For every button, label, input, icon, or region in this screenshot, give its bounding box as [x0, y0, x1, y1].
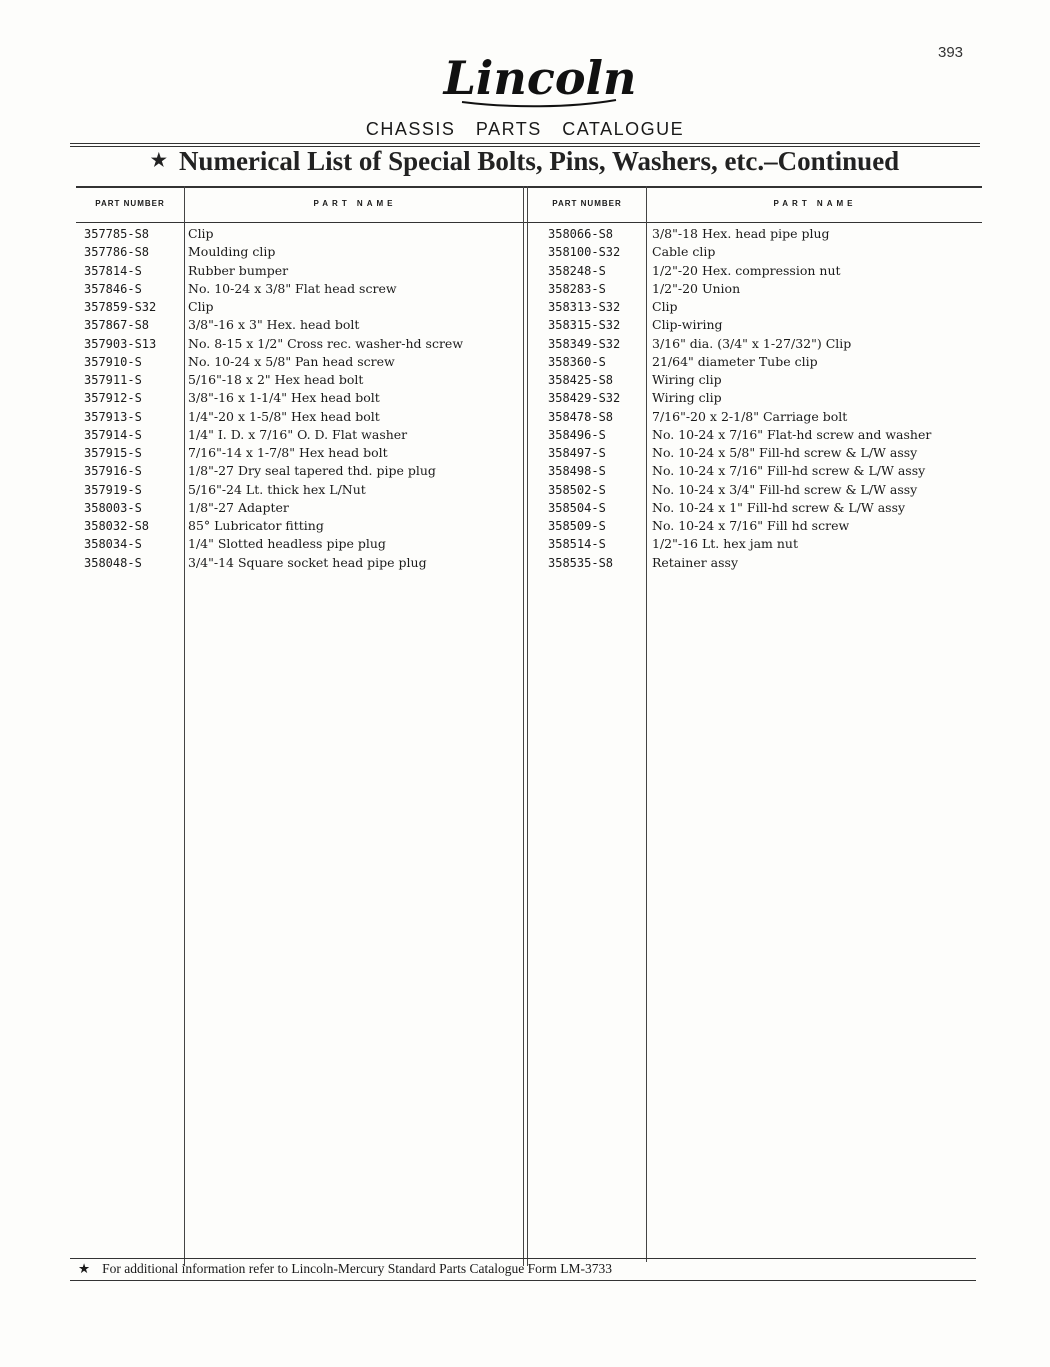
part-number: 358504-S — [548, 500, 606, 515]
part-number: 358315-S32 — [548, 318, 621, 333]
part-number: 357859-S32 — [84, 300, 157, 314]
part-number: 357786-S8 — [84, 245, 150, 260]
part-name: 7/16"-14 x 1-7/8" Hex head bolt — [188, 445, 388, 460]
part-number: 358003-S — [84, 500, 142, 515]
part-name: No. 10-24 x 1" Fill-hd screw & L/W assy — [652, 499, 906, 515]
part-number: 357846-S — [84, 281, 142, 296]
part-number: 358034-S — [84, 537, 142, 552]
right-part-number-list — [548, 225, 620, 572]
part-name: 1/8"-27 Dry seal tapered thd. pipe plug — [188, 463, 436, 479]
part-name: 3/16" dia. (3/4" x 1-27/32") Clip — [652, 335, 852, 351]
part-number: 357910-S — [84, 354, 142, 369]
lincoln-logo-text: Lincoln — [443, 52, 637, 105]
part-number: 358032-S8 — [84, 519, 150, 533]
part-number: 357912-S — [84, 391, 142, 406]
part-name: Wiring clip — [652, 390, 722, 406]
part-name: No. 10-24 x 7/16" Fill-hd screw & L/W assy — [652, 463, 926, 479]
part-number: 358425-S8 — [548, 373, 614, 387]
part-number: 358498-S — [548, 464, 606, 479]
lincoln-logo — [440, 52, 640, 114]
column-divider — [184, 186, 185, 1266]
left-part-number-list — [84, 225, 156, 572]
part-number: 357914-S — [84, 427, 142, 442]
part-number: 357915-S — [84, 446, 142, 460]
part-number: 358496-S — [548, 427, 606, 442]
part-name: 7/16"-20 x 2-1/8" Carriage bolt — [652, 408, 848, 424]
part-name: Moulding clip — [188, 244, 276, 260]
part-name: 5/16"-24 Lt. thick hex L/Nut — [188, 481, 366, 497]
part-name: Retainer assy — [652, 554, 739, 570]
part-number: 357911-S — [84, 373, 142, 387]
right-part-number-header: PART NUMBER — [552, 199, 622, 208]
left-part-name-header: PART NAME — [313, 199, 397, 208]
header-rule-top — [76, 186, 982, 188]
footnote — [78, 1261, 612, 1277]
section-title-text: Numerical List of Special Bolts, Pins, Washers, etc.–Continued — [178, 146, 900, 176]
part-number: 358478-S8 — [548, 409, 614, 424]
part-number: 358514-S — [548, 537, 606, 552]
part-name: Clip — [652, 299, 678, 314]
part-number: 358429-S32 — [548, 391, 621, 406]
part-name: 21/64" diameter Tube clip — [652, 353, 818, 369]
star-icon: ★ — [78, 1261, 91, 1276]
column-divider — [646, 186, 647, 1262]
footer-rule-top — [70, 1258, 976, 1259]
section-title — [70, 146, 980, 177]
part-name: Rubber bumper — [188, 262, 289, 278]
column-divider — [523, 186, 524, 1266]
column-divider — [527, 186, 528, 1266]
left-part-name-list — [188, 225, 463, 572]
part-number: 358509-S — [548, 519, 606, 533]
part-number: 358360-S — [548, 354, 606, 369]
part-number: 358349-S32 — [548, 336, 621, 351]
part-name: 5/16"-18 x 2" Hex head bolt — [188, 372, 364, 387]
part-name: Clip-wiring — [652, 317, 723, 333]
part-name: 1/2"-20 Union — [652, 280, 741, 296]
part-name: Clip — [188, 226, 214, 241]
part-number: 358283-S — [548, 281, 606, 296]
part-name: 1/4" Slotted headless pipe plug — [188, 536, 386, 552]
page-number: 393 — [938, 44, 964, 61]
part-number: 358066-S8 — [548, 227, 614, 241]
part-number: 358048-S — [84, 555, 142, 570]
part-name: 3/8"-16 x 3" Hex. head bolt — [188, 317, 360, 333]
part-name: 1/2"-20 Hex. compression nut — [652, 262, 841, 278]
header-rule-bottom — [76, 222, 982, 223]
part-number: 358100-S32 — [548, 245, 621, 260]
part-name: Wiring clip — [652, 372, 722, 387]
right-part-name-list — [652, 225, 931, 572]
part-number: 358313-S32 — [548, 300, 621, 314]
part-number: 358502-S — [548, 482, 606, 497]
part-name: No. 10-24 x 5/8" Pan head screw — [188, 353, 395, 369]
title-rule-top — [70, 143, 980, 144]
footnote-text: For additional information refer to Lincoln-Mercury Standard Parts Catalogue Form LM-3733 — [102, 1261, 612, 1276]
part-number: 357785-S8 — [84, 227, 150, 241]
part-name: No. 10-24 x 7/16" Flat-hd screw and washer — [652, 426, 932, 442]
part-name: No. 8-15 x 1/2" Cross rec. washer-hd screw — [188, 335, 464, 351]
part-number: 357814-S — [84, 263, 142, 278]
left-part-number-header: PART NUMBER — [95, 199, 165, 208]
part-number: 358497-S — [548, 446, 606, 460]
right-part-name-header: PART NAME — [773, 199, 857, 208]
part-name: No. 10-24 x 5/8" Fill-hd screw & L/W assy — [652, 445, 918, 460]
part-name: Clip — [188, 299, 214, 314]
part-name: 85° Lubricator fitting — [188, 518, 324, 533]
part-name: No. 10-24 x 3/4" Fill-hd screw & L/W assy — [652, 481, 918, 497]
part-name: 3/8"-16 x 1-1/4" Hex head bolt — [188, 390, 380, 406]
part-number: 358248-S — [548, 263, 606, 278]
part-name: No. 10-24 x 3/8" Flat head screw — [188, 280, 397, 296]
star-icon: ★ — [150, 150, 167, 170]
footer-rule-bottom — [70, 1280, 976, 1281]
catalogue-title: CHASSIS PARTS CATALOGUE — [365, 119, 685, 139]
part-number: 357903-S13 — [84, 336, 157, 351]
part-name: 3/4"-14 Square socket head pipe plug — [188, 554, 427, 570]
part-name: Cable clip — [652, 244, 716, 260]
part-number: 357916-S — [84, 464, 142, 479]
part-name: 1/4"-20 x 1-5/8" Hex head bolt — [188, 408, 380, 424]
part-name: 1/4" I. D. x 7/16" O. D. Flat washer — [188, 426, 408, 442]
part-name: 1/2"-16 Lt. hex jam nut — [652, 536, 798, 552]
part-number: 357919-S — [84, 482, 142, 497]
part-name: 1/8"-27 Adapter — [188, 499, 289, 515]
part-number: 357913-S — [84, 409, 142, 424]
part-number: 358535-S8 — [548, 555, 614, 570]
part-name: 3/8"-18 Hex. head pipe plug — [652, 226, 830, 241]
part-number: 357867-S8 — [84, 318, 150, 333]
part-name: No. 10-24 x 7/16" Fill hd screw — [652, 518, 850, 533]
